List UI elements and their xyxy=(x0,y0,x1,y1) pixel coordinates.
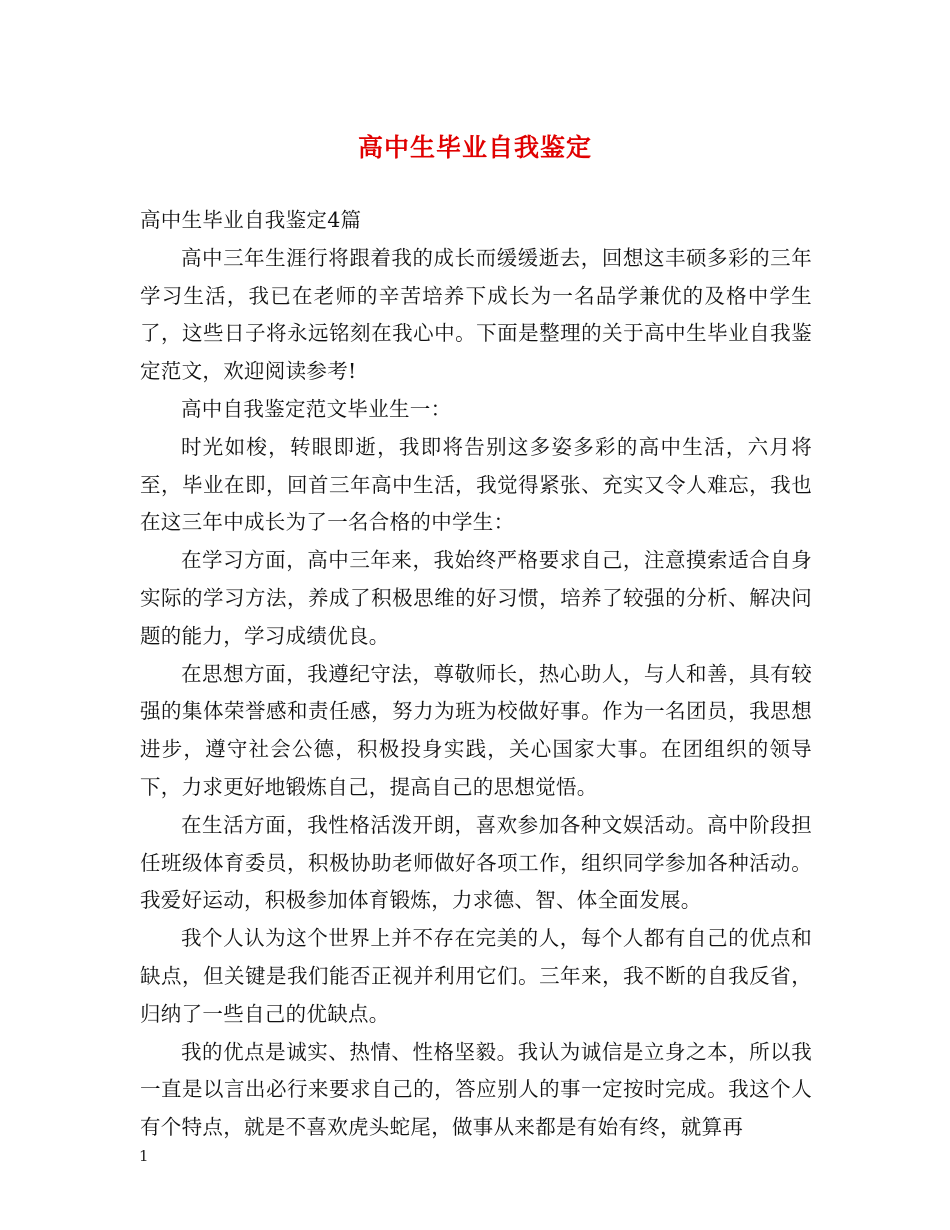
paragraph-self-reflection: 我个人认为这个世界上并不存在完美的人，每个人都有自己的优点和缺点，但关键是我们能否正视并利用它们。三年来，我不断的自我反省，归纳了一些自己的优缺点。 xyxy=(140,926,812,1026)
page-number: 1 xyxy=(139,1147,149,1165)
paragraph-intro: 高中三年生涯行将跟着我的成长而缓缓逝去，回想这丰硕多彩的三年学习生活，我已在老师的辛苦培养下成长为一名品学兼优的及格中学生了，这些日子将永远铭刻在我心中。下面是整理的关于高中生毕业自我鉴定范文，欢迎阅读参考! xyxy=(140,245,812,384)
paragraph-opening: 时光如梭，转眼即逝，我即将告别这多姿多彩的高中生活，六月将至，毕业在即，回首三年高中生活，我觉得紧张、充实又令人难忘，我也在这三年中成长为了一名合格的中学生： xyxy=(140,434,812,535)
section-heading-sample-one: 高中自我鉴定范文毕业生一： xyxy=(181,396,452,421)
document-title: 高中生毕业自我鉴定 xyxy=(357,133,592,162)
paragraph-thought: 在思想方面，我遵纪守法，尊敬师长，热心助人，与人和善，具有较强的集体荣誉感和责任感，努力为班为校做好事。作为一名团员，我思想进步，遵守社会公德，积极投身实践，关心国家大事。在团组织的领导下，力求更好地锻炼自己，提高自己的思想觉悟。 xyxy=(140,661,812,799)
document-body xyxy=(140,202,812,1147)
paragraph-study: 在学习方面，高中三年来，我始终严格要求自己，注意摸索适合自身实际的学习方法，养成了积极思维的好习惯，培养了较强的分析、解决问题的能力，学习成绩优良。 xyxy=(140,548,812,648)
document-subtitle: 高中生毕业自我鉴定4篇 xyxy=(140,208,362,232)
paragraph-life: 在生活方面，我性格活泼开朗，喜欢参加各种文娱活动。高中阶段担任班级体育委员，积极协助老师做好各项工作，组织同学参加各种活动。我爱好运动，积极参加体育锻炼，力求德、智、体全面发展。 xyxy=(140,812,812,913)
paragraph-strengths: 我的优点是诚实、热情、性格坚毅。我认为诚信是立身之本，所以我一直是以言出必行来要求自己的，答应别人的事一定按时完成。我这个人有个特点，就是不喜欢虎头蛇尾，做事从来都是有始有终，就算再 xyxy=(140,1039,812,1140)
